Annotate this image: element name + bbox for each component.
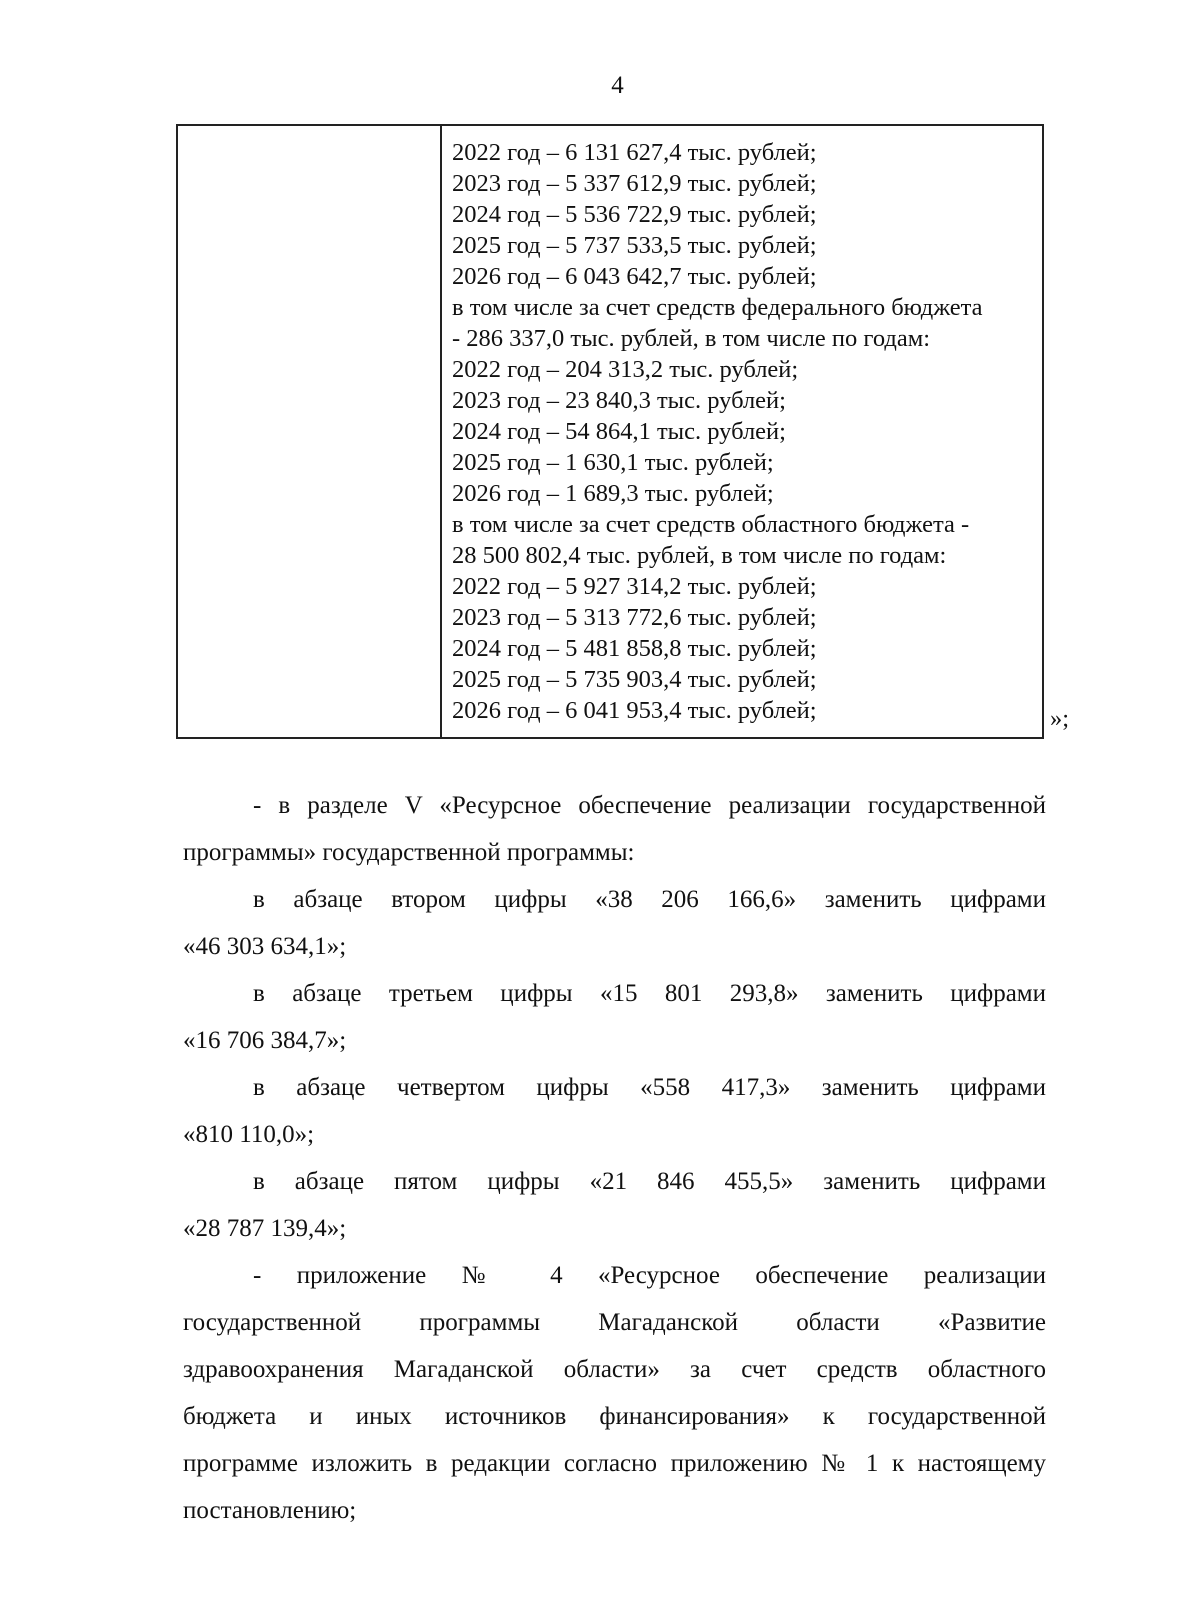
funding-table xyxy=(176,124,1044,739)
table-line: 2026 год – 1 689,3 тыс. рублей; xyxy=(452,480,774,507)
paragraph-line: программы» государственной программы: xyxy=(183,839,635,866)
table-left-cell xyxy=(178,126,442,737)
body-text xyxy=(183,782,1046,1534)
paragraph-line: - приложение № 4 «Ресурсное обеспечение реализации xyxy=(253,1262,1046,1289)
table-right-cell xyxy=(442,126,1042,737)
paragraph-line: программе изложить в редакции согласно приложению № 1 к настоящему xyxy=(183,1450,1046,1477)
table-line: 28 500 802,4 тыс. рублей, в том числе по годам: xyxy=(452,542,947,569)
paragraph-line: постановлению; xyxy=(183,1497,357,1524)
table-line: 2023 год – 5 337 612,9 тыс. рублей; xyxy=(452,170,817,197)
table-line: 2022 год – 6 131 627,4 тыс. рублей; xyxy=(452,139,817,166)
table-line: 2024 год – 5 481 858,8 тыс. рублей; xyxy=(452,635,817,662)
table-line: в том числе за счет средств федерального бюджета xyxy=(452,294,983,321)
paragraph-line: в абзаце втором цифры «38 206 166,6» заменить цифрами xyxy=(253,886,1046,913)
table-line: 2025 год – 5 735 903,4 тыс. рублей; xyxy=(452,666,817,693)
table-line: 2023 год – 5 313 772,6 тыс. рублей; xyxy=(452,604,817,631)
paragraph-line: в абзаце третьем цифры «15 801 293,8» заменить цифрами xyxy=(253,980,1046,1007)
paragraph-line: «46 303 634,1»; xyxy=(183,933,347,960)
table-line: - 286 337,0 тыс. рублей, в том числе по годам: xyxy=(452,325,931,352)
table-line: 2026 год – 6 043 642,7 тыс. рублей; xyxy=(452,263,817,290)
table-line: 2025 год – 1 630,1 тыс. рублей; xyxy=(452,449,774,476)
table-line: 2026 год – 6 041 953,4 тыс. рублей; xyxy=(452,697,817,724)
table-line: в том числе за счет средств областного бюджета - xyxy=(452,511,970,538)
paragraph-line: здравоохранения Магаданской области» за счет средств областного xyxy=(183,1356,1046,1383)
paragraph-line: государственной программы Магаданской области «Развитие xyxy=(183,1309,1046,1336)
table-line: 2022 год – 5 927 314,2 тыс. рублей; xyxy=(452,573,817,600)
paragraph-line: бюджета и иных источников финансирования» к государственной xyxy=(183,1403,1046,1430)
paragraph-line: «810 110,0»; xyxy=(183,1121,315,1148)
paragraph-line: в абзаце пятом цифры «21 846 455,5» заменить цифрами xyxy=(253,1168,1046,1195)
table-line: 2025 год – 5 737 533,5 тыс. рублей; xyxy=(452,232,817,259)
table-line: 2024 год – 5 536 722,9 тыс. рублей; xyxy=(452,201,817,228)
closing-quote-mark: »; xyxy=(1050,705,1070,732)
table-line: 2024 год – 54 864,1 тыс. рублей; xyxy=(452,418,786,445)
paragraph-line: «28 787 139,4»; xyxy=(183,1215,347,1242)
paragraph-line: в абзаце четвертом цифры «558 417,3» заменить цифрами xyxy=(253,1074,1046,1101)
page-number: 4 xyxy=(611,72,624,99)
table-line: 2023 год – 23 840,3 тыс. рублей; xyxy=(452,387,786,414)
table-line: 2022 год – 204 313,2 тыс. рублей; xyxy=(452,356,799,383)
paragraph-line: - в разделе V «Ресурсное обеспечение реализации государственной xyxy=(253,792,1046,819)
paragraph-line: «16 706 384,7»; xyxy=(183,1027,347,1054)
